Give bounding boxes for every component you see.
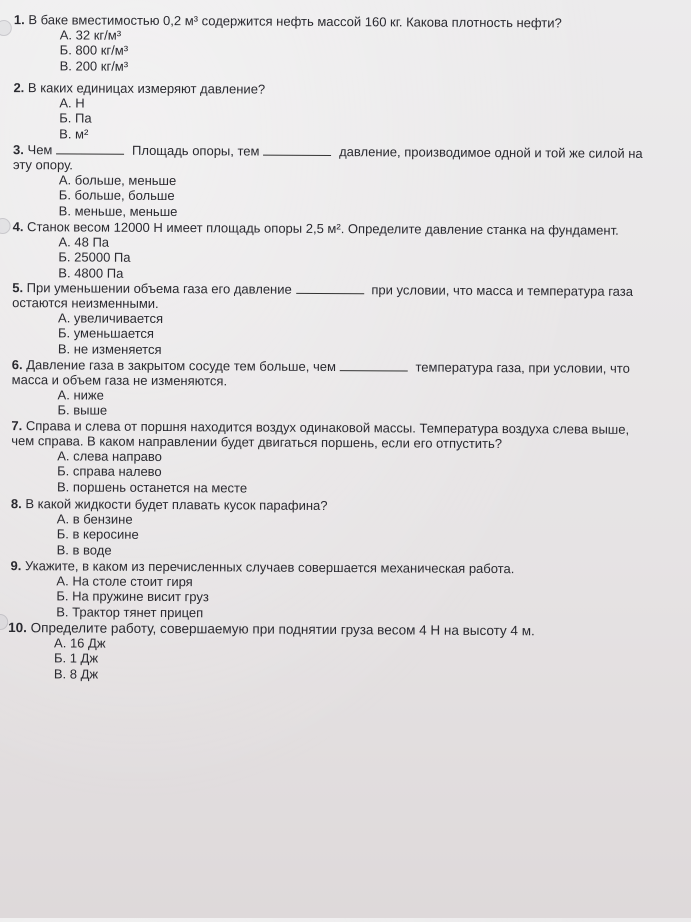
question-text: При уменьшении объема газа его давление	[26, 280, 292, 297]
answer-option[interactable]: А. На столе стоит гиря	[56, 573, 193, 590]
answer-option[interactable]: Б. больше, больше	[58, 187, 175, 204]
question-text: Определите работу, совершаемую при поднятии груза весом 4 Н на высоту 4 м.	[30, 620, 535, 639]
answer-option[interactable]: В. не изменяется	[57, 340, 162, 357]
question-number: 10.	[8, 620, 27, 636]
punch-hole-mark	[0, 614, 8, 630]
answer-option[interactable]: Б. справа налево	[57, 463, 162, 480]
question-number: 2.	[13, 80, 25, 96]
question-text: В баке вместимостью 0,2 м³ содержится нефть массой 160 кг. Какова плотность нефти?	[28, 12, 562, 31]
question-text-continued: масса и объем газа не изменяются.	[11, 372, 228, 389]
answer-option[interactable]: В. 8 Дж	[53, 665, 99, 682]
question-5	[12, 280, 672, 360]
answer-option[interactable]: В. в воде	[56, 541, 112, 558]
question-text: Станок весом 12000 Н имеет площадь опоры 2,5 м². Определите давление станка на фундамент.	[27, 219, 619, 238]
answer-blank[interactable]	[56, 143, 124, 154]
question-text: Укажите, в каком из перечисленных случаев совершается механическая работа.	[24, 558, 515, 577]
question-number: 5.	[12, 280, 24, 296]
question-10	[8, 620, 668, 685]
question-text: Площадь опоры, тем	[131, 142, 260, 159]
answer-option[interactable]: А. Н	[59, 95, 85, 111]
question-9	[10, 558, 670, 623]
answer-option[interactable]: Б. выше	[57, 402, 108, 418]
answer-option[interactable]: А. больше, меньше	[58, 172, 177, 189]
question-text: Давление газа в закрытом сосуде тем больше, чем	[26, 357, 336, 375]
answer-option[interactable]: В. 4800 Па	[58, 264, 124, 281]
question-7	[11, 418, 671, 498]
answer-option[interactable]: А. 32 кг/м³	[59, 27, 122, 43]
question-text: В каких единицах измеряют давление?	[27, 80, 266, 97]
answer-option[interactable]: А. увеличивается	[58, 310, 164, 327]
question-3	[13, 142, 673, 222]
punch-hole-mark	[0, 218, 11, 234]
answer-blank[interactable]	[296, 283, 364, 294]
question-4	[12, 219, 672, 284]
question-text-continued: чем справа. В каком направлении будет двигаться поршень, если его отпустить?	[11, 433, 503, 452]
question-text: Справа и слева от поршня находится воздух одинаковой массы. Температура воздуха слева выше,	[25, 418, 630, 437]
question-number: 9.	[10, 558, 22, 574]
answer-option[interactable]: В. м²	[59, 125, 89, 142]
answer-option[interactable]: Б. Па	[59, 110, 92, 126]
answer-option[interactable]: А. 16 Дж	[54, 635, 106, 651]
question-2	[13, 80, 673, 145]
answer-option[interactable]: Б. 1 Дж	[53, 650, 99, 666]
answer-option[interactable]: А. 48 Па	[58, 234, 110, 250]
question-number: 8.	[10, 496, 22, 512]
answer-option[interactable]: Б. 800 кг/м³	[59, 42, 129, 59]
answer-option[interactable]: Б. 25000 Па	[58, 249, 131, 266]
answer-option[interactable]: А. в бензине	[56, 511, 133, 527]
answer-option[interactable]: Б. На пружине висит груз	[56, 588, 209, 605]
question-text: при условии, что масса и температура газа	[371, 282, 634, 299]
question-number: 6.	[11, 357, 23, 373]
question-text-continued: эту опору.	[12, 157, 74, 173]
answer-option[interactable]: В. 200 кг/м³	[59, 57, 129, 74]
question-number: 4.	[12, 219, 24, 235]
question-text: Чем	[27, 142, 53, 158]
question-text: температура газа, при условии, что	[415, 359, 630, 376]
question-text-continued: остаются неизменными.	[12, 295, 159, 311]
answer-option[interactable]: В. поршень останется на месте	[56, 478, 248, 496]
answer-blank[interactable]	[263, 145, 331, 156]
question-number: 7.	[11, 418, 23, 434]
answer-option[interactable]: В. меньше, меньше	[58, 202, 178, 219]
answer-option[interactable]: А. слева направо	[57, 448, 162, 464]
question-8	[11, 496, 671, 561]
answer-option[interactable]: А. ниже	[57, 387, 104, 403]
question-text: давление, производимое одной и той же силой на	[339, 144, 643, 161]
answer-option[interactable]: Б. уменьшается	[57, 325, 155, 342]
question-text: В какой жидкости будет плавать кусок парафина?	[25, 496, 328, 514]
punch-hole-mark	[0, 20, 12, 36]
answer-option[interactable]: Б. в керосине	[56, 526, 139, 543]
answer-option[interactable]: В. Трактор тянет прицеп	[56, 603, 204, 620]
question-number: 3.	[13, 142, 24, 158]
answer-blank[interactable]	[340, 360, 408, 371]
question-6	[11, 357, 671, 422]
question-number: 1.	[13, 12, 25, 28]
question-1	[14, 12, 674, 77]
